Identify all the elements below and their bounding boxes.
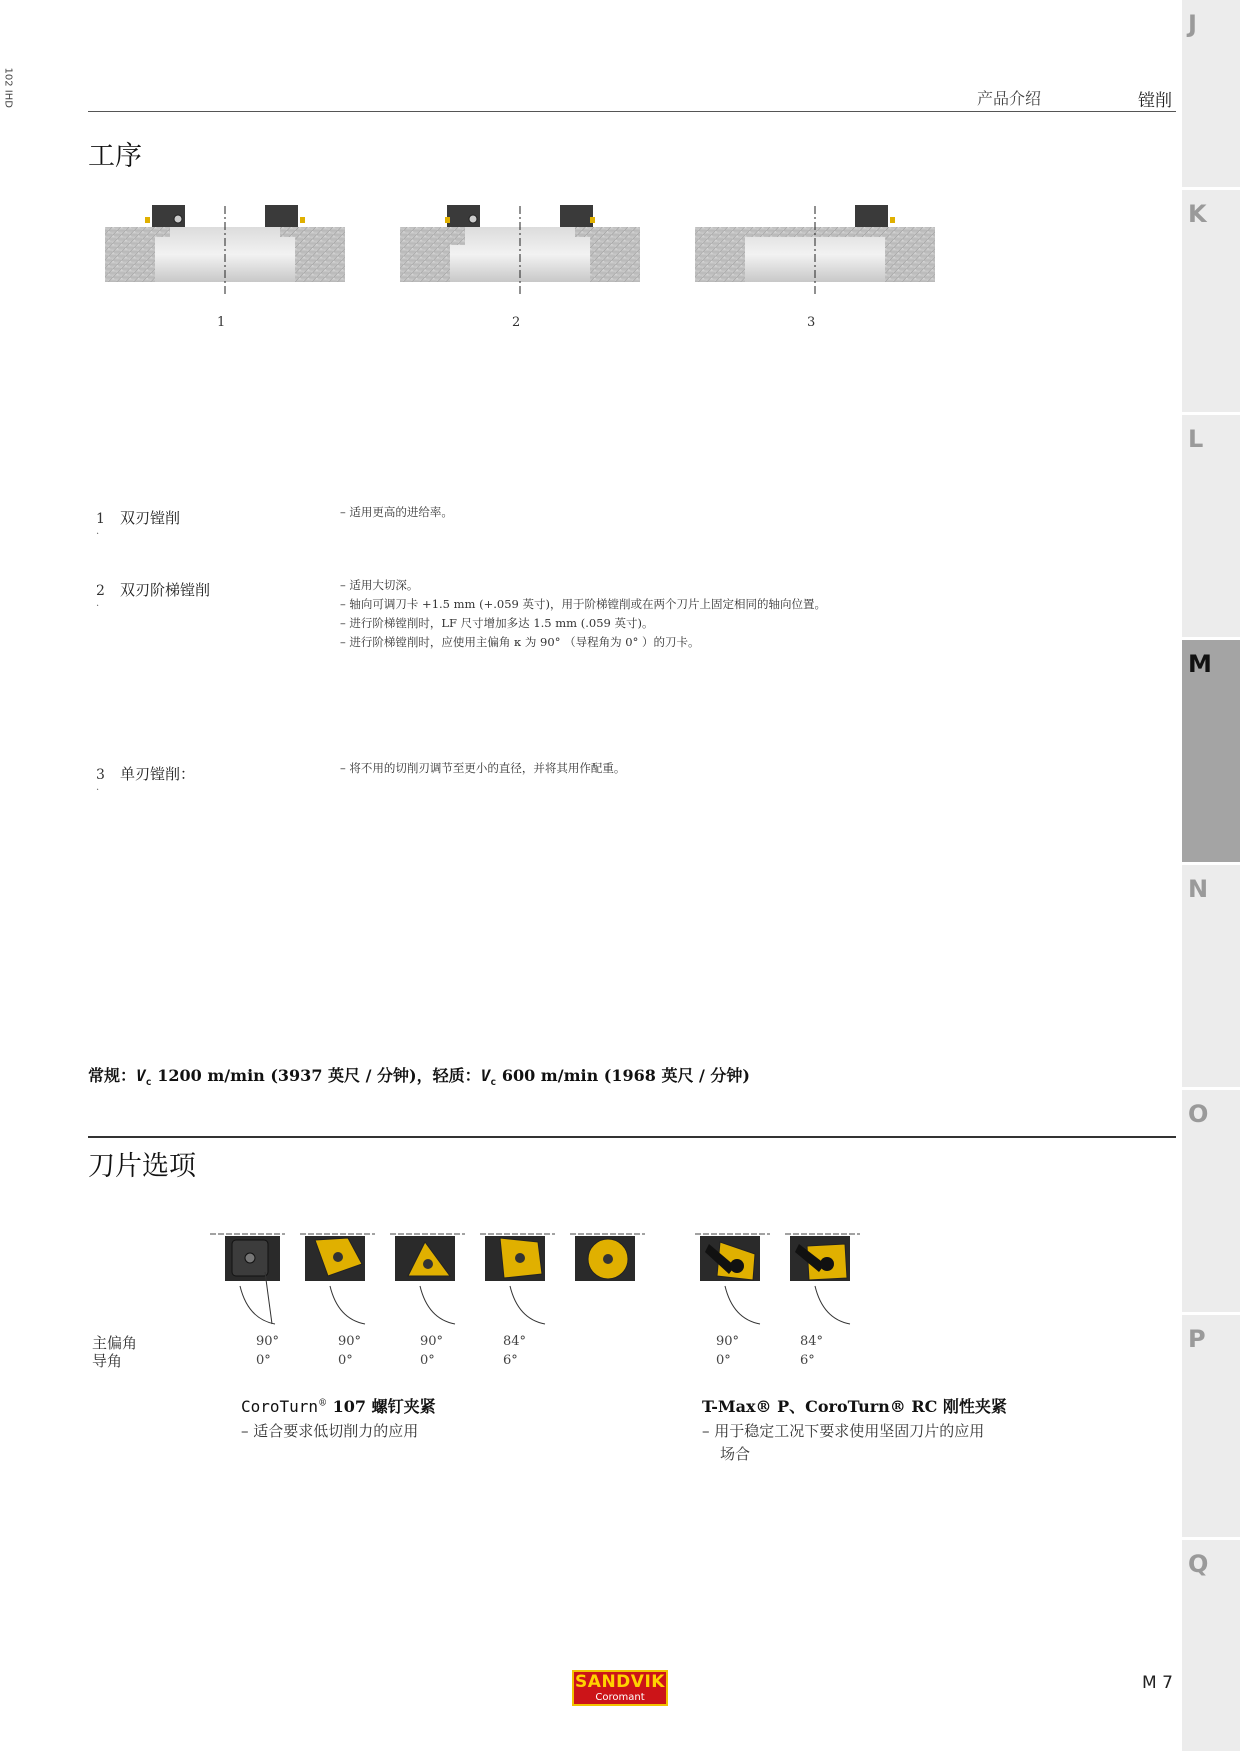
bullet: – 轴向可调刀卡 +1.5 mm (+.059 英寸)，用于阶梯镗削或在两个刀片上固定相同的轴向位置。 [340,597,826,611]
operation-number: 1 [96,511,105,527]
operation-figure-1 [105,205,345,295]
operation-item-3-bullets [340,759,625,778]
tab-label: N [1188,875,1209,903]
bullet: – 将不用的切削刃调节至更小的直径，并将其用作配重。 [340,761,626,775]
page-number: M 7 [1142,1673,1173,1693]
tab-label: L [1188,425,1204,453]
angle-pair [716,1332,739,1370]
separator-dot: . [96,782,100,793]
tab-l[interactable] [1182,415,1240,640]
tab-j[interactable] [1182,0,1240,190]
kappa-value: 90° [338,1334,362,1349]
bullet: – 适用大切深。 [340,578,419,592]
logo-sub: Coromant [595,1692,645,1703]
lead-value: 6° [503,1353,518,1368]
group1-title-rest: 107 螺钉夹紧 [327,1397,436,1416]
lead-value: 0° [716,1353,731,1368]
figure-label-1: 1 [217,315,226,330]
angle-pair [800,1332,823,1370]
operation-figures [100,205,950,305]
operation-number: 2 [96,583,105,599]
section-divider [88,1136,1176,1138]
cutting-speed-note [88,1063,750,1088]
insert-rhombic-84-icon [480,1234,555,1324]
tab-label: J [1188,10,1197,38]
lead-value: 6° [800,1353,815,1368]
tab-q[interactable] [1182,1540,1240,1754]
vc-symbol: V [480,1066,491,1085]
tab-label: P [1188,1325,1206,1353]
insert-tmax-90-icon [695,1234,770,1324]
tab-m[interactable] [1182,640,1240,865]
operation-item-2-bullets [340,576,826,652]
group1-title: CoroTurn® 107 螺钉夹紧 [241,1397,436,1416]
kappa-value: 90° [256,1334,280,1349]
operations-title: 工序 [88,141,142,172]
separator-dot: . [96,598,100,609]
vc-subscript: c [490,1077,497,1089]
insert-square-icon [210,1234,285,1324]
operation-name: 单刃镗削： [120,765,196,783]
tab-o[interactable] [1182,1090,1240,1315]
kappa-value: 90° [716,1334,740,1349]
header-divider [88,111,1176,112]
lead-angle-label: 导角 [92,1352,123,1370]
group2-description-line1: – 用于稳定工况下要求使用坚固刀片的应用 [702,1422,985,1440]
figure-label-3: 3 [807,315,816,330]
vc-symbol: V [136,1066,146,1085]
kappa-value: 84° [503,1334,527,1349]
figure-label-2: 2 [512,315,521,330]
operation-figure-3 [695,205,935,295]
insert-tmax-84-icon [785,1234,860,1324]
angle-pair [338,1332,361,1370]
angle-pair [420,1332,443,1370]
operation-name: 双刃镗削 [120,509,181,527]
tab-label: M [1188,650,1212,678]
lead-value: 0° [420,1353,435,1368]
insert-round-icon [570,1234,645,1281]
operation-number: 3 [96,767,105,783]
group1-brand: CoroTurn [241,1397,319,1416]
header-section: 产品介绍 [977,89,1042,108]
group2-description-line2: 场合 [720,1445,751,1463]
kappa-value: 84° [800,1334,824,1349]
angle-pair [256,1332,279,1370]
entering-angle-label: 主偏角 [92,1334,138,1352]
group2-title: T-Max® P、CoroTurn® RC 刚性夹紧 [702,1397,1007,1416]
separator-dot: . [96,526,100,537]
note-prefix: 常规： [88,1066,137,1085]
bullet: – 进行阶梯镗削时，应使用主偏角 κ 为 90° （导程角为 0° ）的刀卡。 [340,635,700,649]
insert-images [210,1224,860,1334]
tab-n[interactable] [1182,865,1240,1090]
tab-p[interactable] [1182,1315,1240,1540]
kappa-value: 90° [420,1334,444,1349]
header-topic: 镗削 [1138,91,1172,111]
lead-value: 0° [256,1353,271,1368]
operation-name: 双刃阶梯镗削 [120,581,211,599]
operation-item-1 [96,507,180,537]
inserts-title: 刀片选项 [88,1151,196,1182]
tab-label: O [1188,1100,1209,1128]
insert-triangle-icon [390,1234,465,1324]
sandvik-coromant-logo [572,1670,668,1706]
vc-subscript: c [145,1077,152,1089]
chapter-tabs [1182,0,1240,1754]
tab-label: K [1188,200,1207,228]
insert-rhombic-icon [300,1234,375,1324]
angle-pair [503,1332,526,1370]
operation-figure-2 [400,205,640,295]
bullet: – 进行阶梯镗削时，LF 尺寸增加多达 1.5 mm (.059 英寸)。 [340,616,654,630]
tab-label: Q [1188,1550,1209,1578]
note-light: 600 m/min (1968 英尺 / 分钟) [496,1066,751,1085]
lead-value: 0° [338,1353,353,1368]
tab-k[interactable] [1182,190,1240,415]
margin-label: 102 IHD [2,67,14,108]
logo-brand: SANDVIK [575,1672,665,1692]
operation-item-2 [96,579,210,609]
note-normal: 1200 m/min (3937 英尺 / 分钟)，轻质： [151,1066,481,1085]
operation-item-3 [96,763,195,793]
bullet: – 适用更高的进给率。 [340,505,453,519]
group1-description: – 适合要求低切削力的应用 [241,1422,419,1440]
operation-item-1-bullets [340,503,453,522]
